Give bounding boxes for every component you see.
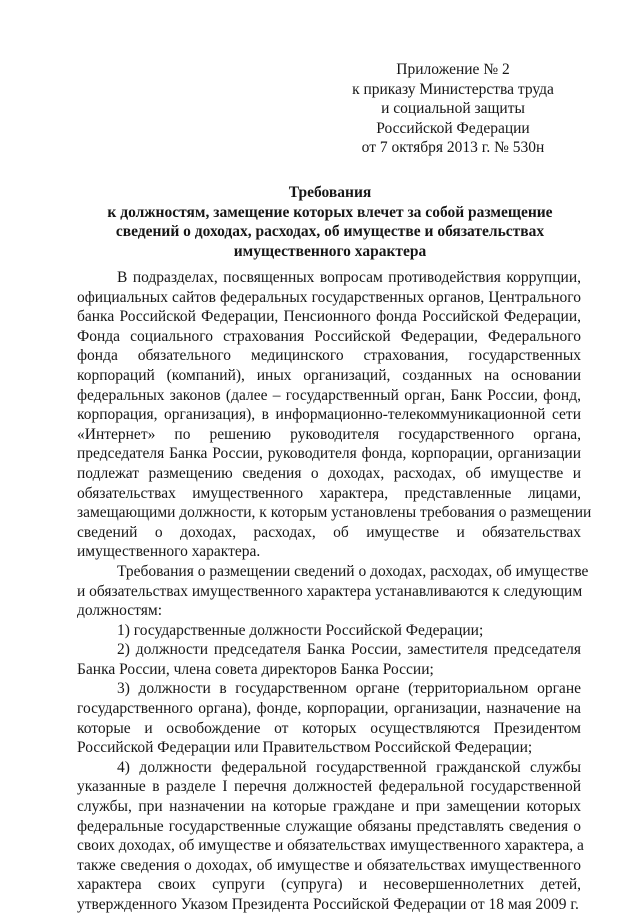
body-line: должностям: [77,602,163,620]
body-line: федеральные государственные служащие обязаны представлять сведения о [77,817,581,835]
body-line: официальных сайтов федеральных государственных органов, Центрального [77,288,581,306]
body-line: которые и освобождение от которых осуществляются Президентом [77,719,581,737]
appendix-line: Приложение № 2 [396,61,510,78]
body-line: корпораций (компаний), иных организаций, созданных на основании [77,366,581,384]
body-line: Фонда социального страхования Российской Федерации, Федерального [77,327,581,345]
body-line: имущественного характера. [77,543,261,561]
body-line: «Интернет» по решению руководителя государственного органа, [77,425,581,443]
body-line: Российской Федерации или Правительством Российской Федерации; [77,739,533,757]
appendix-line: и социальной защиты [381,100,525,117]
appendix-line: от 7 октября 2013 г. № 530н [361,139,545,156]
title-line: сведений о доходах, расходах, об имуществе и обязательствах [115,223,545,240]
body-line: корпорация, организация), в информационно-телекоммуникационной сети [77,406,581,424]
title-line: Требования [288,184,372,201]
appendix-line: к приказу Министерства труда [352,80,554,98]
body-line: фонда обязательного медицинского страхования, государственных [77,347,581,365]
body-line: Требования о размещении сведений о доходах, расходах, об имуществе [117,562,589,580]
body-line: председателя Банка России, руководителя фонда, корпорации, организации [77,445,581,463]
list-item: 2) должности председателя Банка России, заместителя председателя [117,641,581,659]
body-line: указанные в разделе I перечня должностей федеральной государственной [77,778,581,796]
body-line: государственного органа), фонде, корпорации, организации, назначение на [77,700,581,718]
body-line: также сведения о доходах, об имуществе и обязательствах имущественного [77,856,581,874]
document-body [77,268,592,915]
body-line: Банка России, члена совета директоров Банка России; [77,660,434,678]
document-title [70,183,590,261]
appendix-header [338,60,568,158]
body-line: подлежат размещению сведения о доходах, расходах, об имуществе и [77,464,581,482]
body-line: характера своих супруги (супруга) и несовершеннолетних детей, [77,876,581,894]
list-item: 3) должности в государственном органе (территориальном органе [117,680,581,698]
body-line: замещающими должности, к которым установлены требования о размещении [77,504,592,522]
appendix-line: Российской Федерации [376,119,530,137]
body-line: и обязательствах имущественного характера устанавливаются к следующим [77,582,583,600]
body-line: обязательствах имущественного характера, представленные лицами, [77,484,581,502]
title-line: к должностям, замещение которых влечет за собой размещение [107,203,553,221]
list-item: 1) государственные должности Российской Федерации; [117,621,484,639]
body-line: утвержденного Указом Президента Российской Федерации от 18 мая 2009 г. [77,896,579,913]
list-item: 4) должности федеральной государственной гражданской службы [117,758,581,776]
title-line: имущественного характера [233,242,427,260]
body-line: сведений о доходах, расходах, об имуществе и обязательствах [77,523,581,541]
body-line: службы, при назначении на которые граждане и при замещении которых [77,798,581,816]
body-line: В подразделах, посвященных вопросам противодействия коррупции, [117,269,581,286]
body-line: банка Российской Федерации, Пенсионного фонда Российской Федерации, [77,308,581,326]
body-line: федеральных законов (далее – государственный орган, Банк России, фонд, [77,386,581,404]
body-line: своих доходах, об имуществе и обязательствах имущественного характера, а [77,837,584,855]
